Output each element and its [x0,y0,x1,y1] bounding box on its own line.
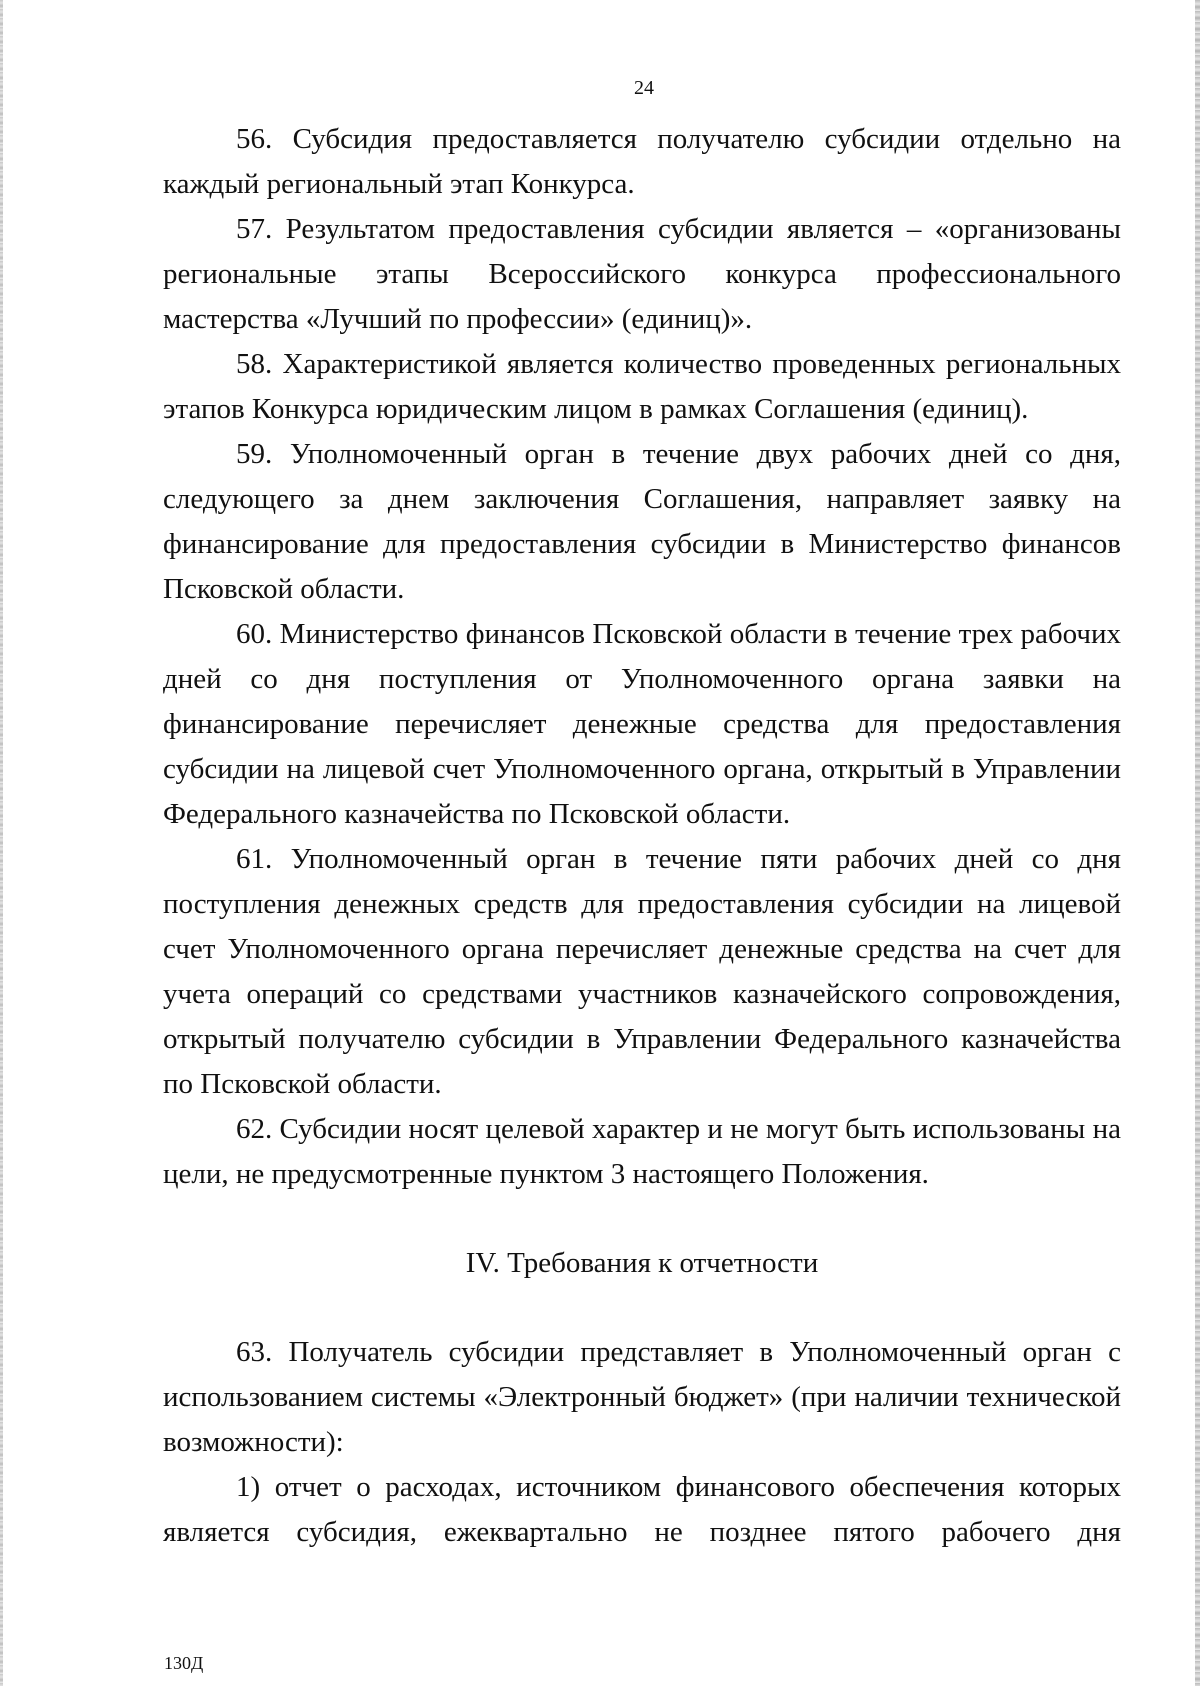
document-body [163,117,1121,1555]
paragraph-63: 63. Получатель субсидии представляет в Уполномоченный орган с использованием системы «Электронный бюджет» (при наличии технической возможности): [163,1336,1121,1458]
paragraph-60: 60. Министерство финансов Псковской области в течение трех рабочих дней со дня поступления от Уполномоченного органа заявки на финансирование перечисляет денежные средства для предоставления субсидии на лицевой счет Уполномоченного органа, открытый в Управлении Федерального казначейства по Псковской области. [163,618,1121,830]
paragraph-61: 61. Уполномоченный орган в течение пяти рабочих дней со дня поступления денежных средств для предоставления субсидии на лицевой счет Уполномоченного органа перечисляет денежные средства на счет для учета операций со средствами участников казначейского сопровождения, открытый получателю субсидии в Управлении Федерального казначейства по Псковской области. [163,843,1121,1100]
page-number: 24 [634,77,654,99]
paragraph-56: 56. Субсидия предоставляется получателю субсидии отдельно на каждый региональный этап Конкурса. [163,123,1121,200]
paragraph-59: 59. Уполномоченный орган в течение двух рабочих дней со дня, следующего за днем заключения Соглашения, направляет заявку на финансирование для предоставления субсидии в Министерство финансов Псковской области. [163,438,1121,605]
scan-edge-right [1195,0,1200,1686]
paragraph-58: 58. Характеристикой является количество проведенных региональных этапов Конкурса юридическим лицом в рамках Соглашения (единиц). [163,348,1121,425]
paragraph-57: 57. Результатом предоставления субсидии является – «организованы региональные этапы Всероссийского конкурса профессионального мастерства «Лучший по профессии» (единиц)». [163,213,1121,335]
footer-document-code: 130Д [164,1653,204,1673]
paragraph-63-item-1: 1) отчет о расходах, источником финансового обеспечения которых является субсидия, ежеквартально не позднее пятого рабочего дня [163,1471,1121,1548]
paragraph-62: 62. Субсидии носят целевой характер и не могут быть использованы на цели, не предусмотренные пунктом 3 настоящего Положения. [163,1113,1121,1190]
scan-edge-left [0,0,3,1686]
section-heading: IV. Требования к отчетности [465,1247,819,1279]
